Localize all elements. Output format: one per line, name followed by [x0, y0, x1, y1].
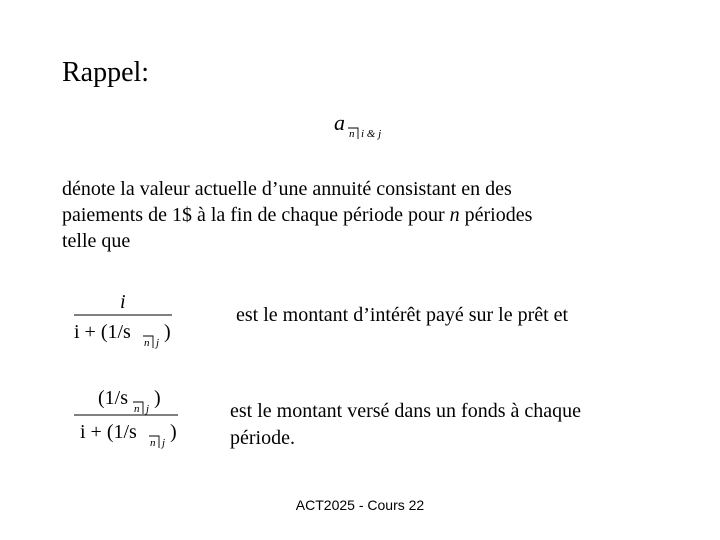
fund-deposit-description [230, 398, 690, 452]
paragraph-line-3: telle que [62, 230, 131, 252]
paragraph-line-2 [62, 202, 662, 228]
slide-title: Rappel: [62, 57, 150, 88]
paragraph-line-2-before: paiements de 1$ à la fin de chaque période pour [62, 204, 450, 226]
frac1-denominator-suffix: ) [164, 321, 171, 343]
paragraph-line-2-after: périodes [459, 204, 533, 226]
paragraph-line-1: dénote la valeur actuelle d’une annuité consistant en des [62, 178, 512, 200]
frac2-numerator-suffix: ) [154, 387, 161, 409]
frac2-numerator-prefix: (1/s [98, 387, 128, 409]
fund-deposit-line-2: période. [230, 427, 295, 449]
paragraph-var-n: n [449, 204, 460, 226]
annuity-symbol-formula [332, 110, 404, 142]
interest-fraction-formula [72, 288, 182, 352]
frac2-denominator-suffix: ) [170, 421, 177, 443]
definition-paragraph [62, 176, 662, 254]
annuity-sub-rest: i & j [361, 128, 382, 140]
frac2-num-sub-n: n [134, 403, 140, 415]
frac1-denominator-prefix: i + (1/s [74, 321, 131, 343]
fund-deposit-fraction-formula [72, 380, 188, 450]
frac2-den-sub-n: n [150, 437, 156, 449]
frac1-sub-j: j [156, 337, 160, 349]
frac1-numerator: i [120, 291, 126, 313]
annuity-base-a: a [334, 110, 345, 135]
frac2-denominator-prefix: i + (1/s [80, 421, 137, 443]
frac1-sub-n: n [144, 337, 150, 349]
slide-footer: ACT2025 - Cours 22 [295, 497, 425, 513]
annuity-sub-n: n [349, 128, 355, 140]
interest-description: est le montant d’intérêt payé sur le prêt et [236, 304, 569, 326]
frac2-num-sub-j: j [146, 403, 150, 415]
fund-deposit-line-1: est le montant versé dans un fonds à chaque [230, 400, 582, 422]
frac2-den-sub-j: j [162, 437, 166, 449]
